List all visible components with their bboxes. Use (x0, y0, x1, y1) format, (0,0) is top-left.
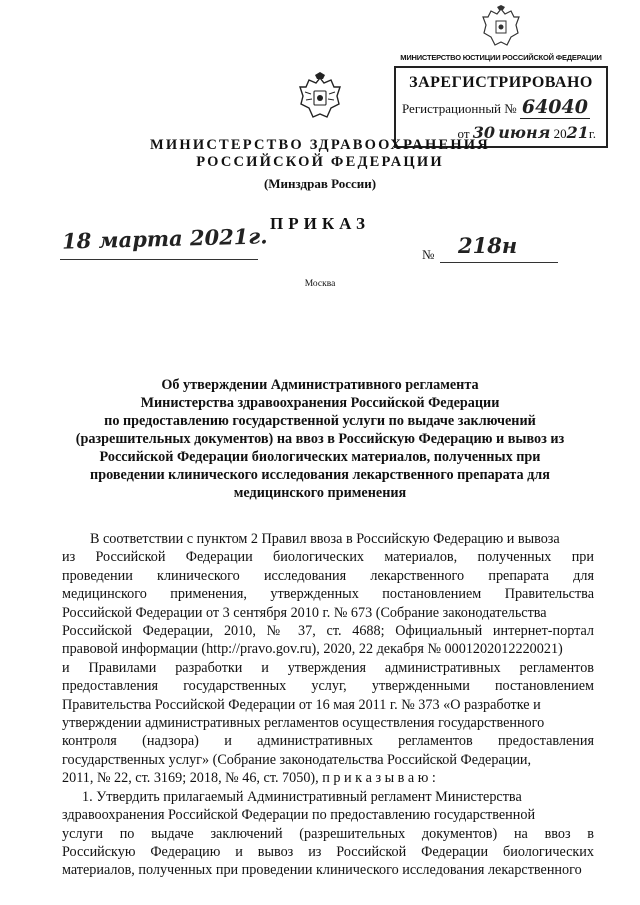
title-line: (разрешительных документов) на ввоз в Российскую Федерацию и вывоз из (75, 431, 565, 447)
order-date-handwritten: 18 марта 2021г. (61, 223, 268, 254)
title-line: Об утверждении Административного регламента (161, 377, 479, 393)
order-body (62, 530, 598, 880)
stamp-box (394, 66, 608, 148)
stamp-title: ЗАРЕГИСТРИРОВАНО (409, 74, 593, 91)
stamp-date-suffix: г. (588, 126, 596, 141)
number-underline (440, 262, 558, 263)
body-line: Российской Федерации, 2010, № 37, ст. 4688; Официальный интернет-портал (62, 623, 594, 640)
registration-stamp (394, 5, 608, 148)
state-emblem-icon (297, 72, 343, 122)
body-line: Правительства Российской Федерации от 16 мая 2011 г. № 373 «О разработке и (62, 696, 541, 713)
body-line: Российскую Федерацию и вывоз из Российской Федерации биологических (62, 843, 594, 860)
stamp-ministry-name: МИНИСТЕРСТВО ЮСТИЦИИ РОССИЙСКОЙ ФЕДЕРАЦИИ (400, 53, 602, 62)
body-line: 1. Утвердить прилагаемый Административный регламент Министерства (82, 788, 522, 805)
stamp-date-year-suffix: 21 (566, 123, 589, 142)
body-line: контроля (надзора) и административных регламентов предоставления (62, 733, 594, 750)
number-sign: № (422, 247, 435, 262)
stamp-date-month: июня (498, 123, 551, 142)
body-line: проведении клинического исследования лекарственного препарата для (62, 567, 594, 584)
ministry-line-2: РОССИЙСКОЙ ФЕДЕРАЦИИ (196, 154, 444, 170)
stamp-date-day: 30 (472, 123, 496, 142)
coat-of-arms-icon (481, 5, 521, 49)
stamp-reg-label: Регистрационный № (402, 101, 517, 116)
title-line: по предоставлению государственной услуги по выдаче заключений (104, 413, 536, 429)
body-line: правовой информации (http://pravo.gov.ru), 2020, 22 декабря № 0001202012220021) (62, 641, 563, 658)
title-line: проведении клинического исследования лекарственного препарата для (90, 467, 550, 483)
body-line: и Правилами разработки и утверждения административных регламентов (62, 659, 594, 676)
document-type: ПРИКАЗ (270, 214, 370, 233)
ministry-short-name: (Минздрав России) (263, 176, 377, 191)
body-line: медицинского применения, утвержденных постановлением Правительства (62, 586, 594, 603)
body-line: предоставления государственных услуг, утвержденными постановлением (62, 678, 594, 695)
stamp-date-year-prefix: 20 (553, 126, 567, 141)
title-line: медицинского применения (233, 485, 407, 501)
body-line: Российской Федерации от 3 сентября 2010 г. № 673 (Собрание законодательства (62, 604, 547, 621)
body-line: 2011, № 22, ст. 3169; 2018, № 46, ст. 7050), п р и к а з ы в а ю : (62, 770, 436, 787)
ministry-line-1: МИНИСТЕРСТВО ЗДРАВООХРАНЕНИЯ (150, 137, 490, 153)
stamp-reg-number: 64040 (521, 96, 588, 118)
stamp-reg-line (402, 96, 600, 119)
body-line: из Российской Федерации биологических материалов, полученных при (62, 549, 594, 566)
body-line: утверждении административных регламентов осуществления государственного (62, 715, 545, 732)
title-line: Министерства здравоохранения Российской Федерации (140, 395, 500, 411)
title-line: Российской Федерации биологических материалов, полученных при (99, 449, 541, 465)
ministry-name (150, 137, 490, 171)
stamp-date-prefix: от (457, 126, 470, 141)
body-line: материалов, полученных при проведении клинического исследования лекарственного (62, 862, 582, 879)
order-number-handwritten: 218н (458, 233, 518, 258)
city: Москва (304, 279, 336, 289)
body-line: здравоохранения Российской Федерации по предоставлению государственной (62, 807, 536, 824)
body-line: государственных услуг» (Собрание законодательства Российской Федерации, (62, 751, 532, 768)
order-title (62, 376, 578, 502)
date-underline (60, 259, 258, 260)
body-line: В соответствии с пунктом 2 Правил ввоза в Российскую Федерацию и вывоза (90, 531, 560, 547)
body-line: услуги по выдаче заключений (разрешительных документов) на ввоз в (62, 825, 594, 842)
